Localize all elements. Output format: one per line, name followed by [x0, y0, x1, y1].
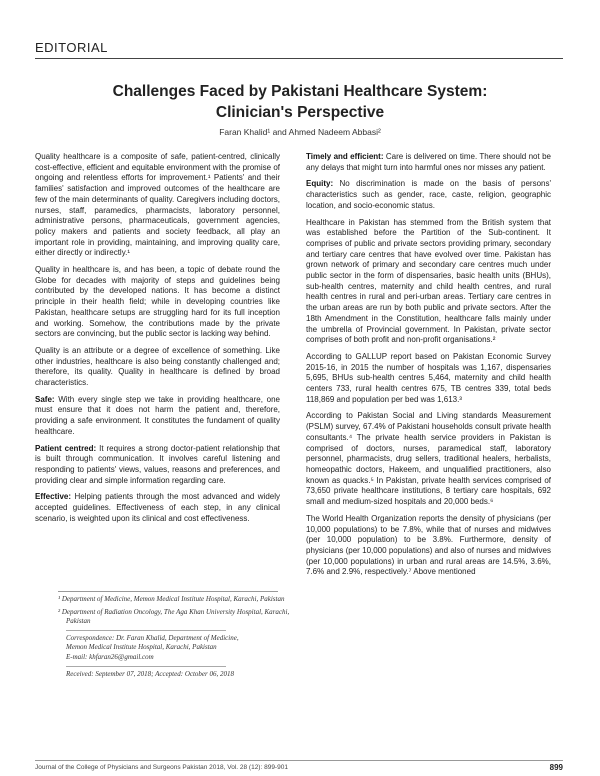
footnote-affiliation-2: ² Department of Radiation Oncology, The Aga Khan University Hospital, Karachi, Pakistan: [58, 607, 290, 626]
footnote-separator: [66, 630, 226, 631]
article-title-line1: Challenges Faced by Pakistani Healthcare System:: [112, 83, 488, 100]
footnote-affiliation-1: ¹ Department of Medicine, Memon Medical Institute Hospital, Karachi, Pakistan: [58, 595, 285, 603]
received-accepted-dates: Received: September 07, 2018; Accepted: October 06, 2018: [66, 669, 235, 678]
footnote-separator-2: [66, 666, 226, 667]
article-title-line2: Clinician's Perspective: [215, 104, 385, 121]
safe-text: With every single step we take in providing healthcare, one must ensure that it does not harm the patient and, therefore, providing a safe environment. It constitutes the fundament of quality healthcare.: [35, 394, 280, 436]
timely-label: Timely and efficient:: [306, 152, 384, 161]
equity-label: Equity:: [306, 179, 334, 189]
paragraph-who: The World Health Organization reports the density of physicians (per 10,000 populations) to be 7.8%, while that of nurses and midwives (per 10,000 population) to be 3.8%. Furthermore, density of physicians (per 10,000 populations) and also of nurses and midwives (per 10,000 populations) in urban and rural areas are 14.5%, 3.6%, 7.6% and 2.9%, respectively.⁷ Above mentioned: [306, 513, 551, 577]
correspondence-email: E-mail: khfaran26@gmail.com: [66, 652, 154, 661]
paragraph-patient-centred: [35, 444, 280, 487]
paragraph-effective: [35, 492, 280, 524]
paragraph-quality-attribute: Quality is an attribute or a degree of excellence of something. Like other industries, healthcare is also being constantly challenged and; therefore, its quality. Quality in healthcare is defined by broad characteristics.: [35, 345, 280, 388]
paragraph-pslm: According to Pakistan Social and Living standards Measurement (PSLM) survey, 67.4% of Pakistani households consult private health consultants.⁴ The private health service providers in Pakistan is comprised of doctors, nurses, paramedical staff, laboratory personnel, pharmacists, drug sellers, traditional healers, herbalists, homeopathic doctors, Hakeem, and unqualified practitioners, also known as quacks.⁵ In Pakistan, private health services comprised of 73,650 private healthcare institutions, 8 tertiary care hospitals, 692 small and medium-sized hospitals and 20,000 beds.⁶: [306, 411, 551, 507]
equity-text: No discrimination is made on the basis of persons' characteristics such as gender, race, caste, religion, geographic location, and socio-economic status.: [306, 179, 551, 210]
page-number: 899: [549, 763, 563, 772]
left-column: [35, 152, 280, 531]
footer-rule: [35, 760, 563, 761]
paragraph-timely: [306, 152, 551, 173]
footnote-rule: [58, 591, 278, 592]
effective-text: Helping patients through the most advanced and widely accepted guidelines. Effectiveness of each step, in any clinical scenario, is weighted upon its clinical and cost effectiveness.: [35, 492, 280, 523]
paragraph-healthcare-pakistan: Healthcare in Pakistan has stemmed from the British system that was established before the Partition of the Sub-continent. It comprises of public and private sectors providing primary, secondary and tertiary care centres that have evolved over time. Pakistan has grown network of primary and secondary care centres much under public sector in the form of dispensaries, basic health units (BHUs), sub-health centres, maternity and child health centres, and rural health centres in rural and peri-urban areas. Tertiary care centres in the urban areas are run by both public and private sectors. After the 18th Amendment in the Constitution, healthcare falls mainly under the umbrella of Provincial government. In Pakistan, private sector comprises of both profit and non-profit organisations.²: [306, 217, 551, 345]
right-column: [306, 152, 551, 584]
paragraph-equity: [306, 179, 551, 211]
timely-text: Care is delivered on time. There should not be any delays that might turn into harmful ones nor misses any patient.: [306, 152, 551, 172]
patient-centred-text: It requires a strong doctor-patient relationship that is built through communication. It involves careful listening and responding to patients' views, values, reasons and preferences, and providing clear and simple information regarding care.: [35, 443, 280, 485]
header-rule: [35, 58, 563, 59]
effective-label: Effective:: [35, 492, 72, 502]
correspondence: [58, 634, 298, 663]
authors: Faran Khalid¹ and Ahmed Nadeem Abbasi²: [219, 127, 381, 137]
paragraph-quality-intro: Quality healthcare is a composite of safe, patient-centred, clinically cost-effective, efficient and equitable environment with the promise of ongoing and relentless efforts for improvement.¹ Patients' and their families' satisfaction and improved outcomes of the healthcare are few of the main determinants of quality. Caregivers including doctors, nurses, staff, paramedics, pharmacists, laboratory personnel, administrative persons, pharmaceuticals, government agencies, policy makers and patients and society feedback, all play an important role in providing, maintaining, and improving quality care, either directly or indirectly.¹: [35, 152, 280, 258]
correspondence-line1: Correspondence: Dr. Faran Khalid, Department of Medicine,: [66, 633, 239, 642]
footnotes: [58, 595, 298, 679]
paragraph-quality-debate: Quality in healthcare is, and has been, a topic of debate round the Globe for decades with majority of steps and guidelines being contributed by the developed nations. It has become a distinct principle in their health field; while in developing countries like Pakistan, healthcare setups are struggling hard for its full inception and working. Somehow, the contributions made by the private sectors are convincing, but the public sector is lacking way behind.: [35, 265, 280, 339]
paragraph-gallup: According to GALLUP report based on Pakistan Economic Survey 2015-16, in 2015 the number of hospitals was 1,167, dispensaries 5,695, BHUs sub-health centres 5,464, maternity and child health centers 733, rural health centres 675, TB centres 339, total beds 118,869 and population per bed was 1,613.³: [306, 351, 551, 404]
safe-label: Safe:: [35, 394, 55, 404]
correspondence-line2: Memon Medical Institute Hospital, Karachi, Pakistan: [66, 643, 217, 652]
section-label: EDITORIAL: [35, 40, 108, 55]
paragraph-safe: [35, 395, 280, 438]
patient-centred-label: Patient centred:: [35, 443, 97, 453]
journal-citation: Journal of the College of Physicians and Surgeons Pakistan 2018, Vol. 28 (12): 899-901: [35, 764, 288, 771]
